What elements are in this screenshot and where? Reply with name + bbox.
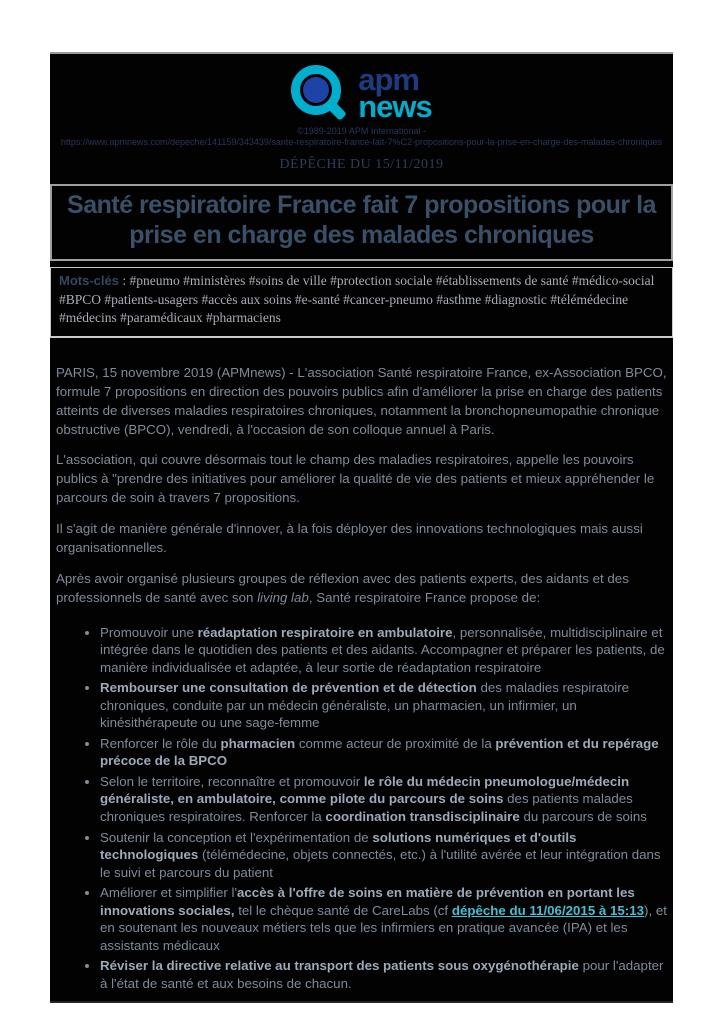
text-segment: comme acteur de proximité de la <box>295 735 496 751</box>
logo-apm-text: apm <box>358 61 419 97</box>
text-segment: coordination transdisciplinaire <box>325 808 520 824</box>
logo-wordmark <box>358 61 432 124</box>
article-title-box <box>50 184 673 261</box>
paragraph-lead <box>56 364 667 440</box>
text-segment: , Santé respiratoire France propose de: <box>308 589 541 605</box>
text-segment: living lab <box>257 589 309 605</box>
paragraph <box>56 570 667 608</box>
text-segment: Améliorer et simplifier l' <box>100 885 238 901</box>
keywords-tags: #pneumo #ministères #soins de ville #protection sociale #établissements de santé #médico-social #BPCO #patients-usagers #accès aux soins #e-santé #cancer-pneumo #asthme #diagnostic #télémédecine #médecins #paramédicaux #pharmaciens <box>59 273 655 326</box>
list-item <box>100 679 667 732</box>
keywords-separator: : <box>118 273 130 288</box>
list-item <box>100 884 667 954</box>
text-segment: pour l'adapter à l'état de santé et aux besoins de chacun. <box>100 958 664 991</box>
text-segment: (télémédecine, objets connectés, etc.) à l'utilité avérée et leur intégration dans le suivi et parcours du patient <box>100 847 661 880</box>
text-segment: réadaptation respiratoire en ambulatoire <box>197 624 453 640</box>
text-segment: du parcours de soins <box>519 808 647 824</box>
keywords-box <box>50 267 673 338</box>
text-segment: tel le chèque santé de CareLabs (cf <box>234 902 452 918</box>
dispatch-date: DÉPÊCHE DU 15/11/2019 <box>279 157 444 172</box>
logo-news-text: news <box>358 89 432 124</box>
text-segment: des maladies respiratoire chroniques, conduite par un médecin généraliste, un pharmacien, un infirmier, un kinésithérapeute ou une sage-femme <box>100 680 630 731</box>
text-segment: , personnalisée, multidisciplinaire et intégrée dans le quotidien des patients et des aidants. Accompagner et préparer les patients, de manière individualisée et adaptée, à leur sortie de réadaptation respiratoire <box>100 624 665 675</box>
text-segment: PARIS, 15 novembre 2019 (APMnews) - L'association Santé respiratoire France, ex-Association BPCO, formule 7 propositions en direction des pouvoirs publics afin d'améliorer la prise en charge des patients atteints de diverses maladies respiratoires chroniques, notamment la bronchopneumopathie chronique obstructive (BPCO), vendredi, à l'occasion de son colloque annuel à Paris. <box>56 364 667 437</box>
text-segment: Renforcer le rôle du <box>100 735 221 751</box>
text-segment: prévention et du repérage précoce de la BPCO <box>100 735 659 769</box>
text-segment: L'association, qui couvre désormais tout le champ des maladies respiratoires, appelle les pouvoirs publics à "prendre des initiatives pour améliorer la qualité de vie des patients et mieux appréhender le parcours de soin à travers 7 propositions. <box>56 452 655 506</box>
text-segment: Il s'agit de manière générale d'innover, à la fois déployer des innovations technologiques mais aussi organisationnelles. <box>56 521 643 555</box>
text-segment: ), et en soutenant les nouveaux métiers tels que les infirmiers en pratique avancée (IPA) et les assistants médicaux <box>100 902 667 953</box>
apm-news-logo <box>50 54 673 124</box>
magnifier-handle <box>327 101 347 121</box>
list-item <box>100 773 667 826</box>
keywords-label: Mots-clés <box>59 273 119 288</box>
text-segment: Réviser la directive relative au transport des patients sous oxygénothérapie <box>100 958 579 974</box>
depeche-link[interactable]: dépêche du 11/06/2015 à 15:13 <box>451 902 645 918</box>
bullet-list <box>56 624 667 993</box>
text-segment: pharmacien <box>220 735 296 751</box>
text-segment: Soutenir la conception et l'expérimentation de <box>100 829 373 845</box>
copyright-line: ©1989-2019 APM International - <box>297 126 426 136</box>
source-url: https://www.apmnews.com/depeche/141159/343439/sante-respiratoire-france-fait-7%C2-propositions-pour-la-prise-en-charge-des-malades-chroniques <box>60 137 663 147</box>
text-segment: Selon le territoire, reconnaître et promouvoir <box>100 773 364 789</box>
document-panel <box>50 52 673 1003</box>
text-segment: accès à l'offre de soins en matière de prévention en portant les innovations sociales, <box>100 885 635 918</box>
article-body <box>50 338 673 993</box>
list-item <box>100 829 667 882</box>
paragraph <box>56 451 667 508</box>
text-segment: solutions numériques et d'outils technologiques <box>100 829 577 863</box>
text-segment: Rembourser une consultation de prévention et de détection <box>100 680 477 696</box>
list-item <box>100 735 667 770</box>
text-segment: Promouvoir une <box>100 624 198 640</box>
text-segment: des patients malades chroniques respiratoires. Renforcer la <box>100 791 633 824</box>
text-segment: Après avoir organisé plusieurs groupes de réflexion avec des patients experts, des aidants et des professionnels de santé avec son <box>56 570 629 605</box>
list-item <box>100 957 667 992</box>
paragraph <box>56 520 667 558</box>
list-item <box>100 624 667 677</box>
article-title: Santé respiratoire France fait 7 propositions pour la prise en charge des malades chroniques <box>67 191 656 249</box>
magnifier-icon <box>291 63 349 123</box>
text-segment: le rôle du médecin pneumologue/médecin généraliste, en ambulatoire, comme pilote du parcours de soins <box>100 773 630 807</box>
